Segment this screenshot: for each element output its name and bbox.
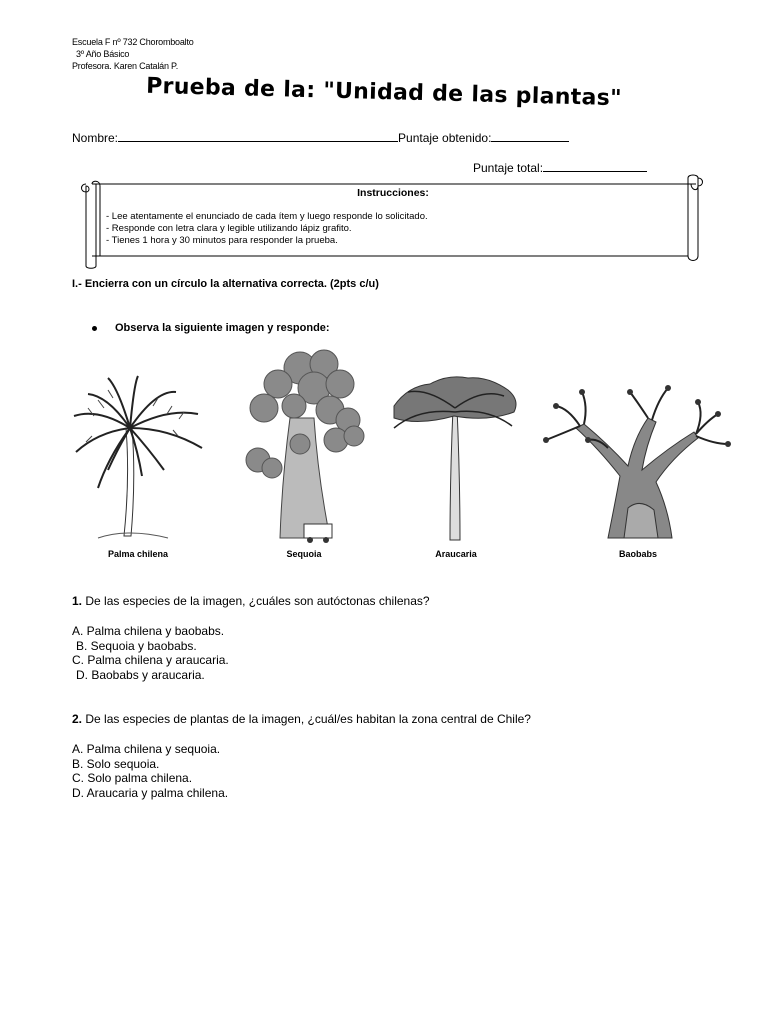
answer-option[interactable]: B. Sequoia y baobabs. bbox=[76, 639, 197, 653]
answer-option[interactable]: D. Baobabs y araucaria. bbox=[76, 668, 205, 682]
answer-option[interactable]: A. Palma chilena y baobabs. bbox=[72, 624, 225, 638]
name-input-line[interactable] bbox=[118, 130, 398, 142]
name-label: Nombre: bbox=[72, 131, 119, 145]
name-field-row bbox=[72, 130, 569, 145]
instruction-item: - Responde con letra clara y legible utilizando lápiz grafito. bbox=[106, 223, 352, 234]
question-2 bbox=[72, 712, 531, 726]
tree-label-sequoia: Sequoia bbox=[286, 549, 322, 559]
tree-label-palma: Palma chilena bbox=[107, 549, 169, 559]
answer-option[interactable]: A. Palma chilena y sequoia. bbox=[72, 742, 221, 756]
score-label: Puntaje obtenido: bbox=[398, 131, 492, 145]
baobab-tree-image bbox=[543, 385, 731, 538]
page-title: Prueba de la: "Unidad de las plantas" bbox=[145, 73, 623, 112]
grade-level: 3º Año Básico bbox=[76, 49, 130, 59]
answer-option[interactable]: C. Palma chilena y araucaria. bbox=[72, 653, 229, 667]
teacher-name: Profesora. Karen Catalán P. bbox=[72, 61, 179, 71]
instruction-item: - Tienes 1 hora y 30 minutos para responder la prueba. bbox=[106, 235, 338, 246]
answer-option[interactable]: C. Solo palma chilena. bbox=[72, 771, 193, 785]
question-text: De las especies de la imagen, ¿cuáles son autóctonas chilenas? bbox=[85, 594, 430, 608]
bullet-dot bbox=[92, 326, 97, 331]
question-number: 2. bbox=[72, 712, 83, 726]
trees-illustration bbox=[68, 348, 740, 548]
question-1 bbox=[72, 594, 430, 608]
instructions-title: Instrucciones: bbox=[357, 187, 429, 199]
palm-tree-image bbox=[74, 376, 202, 538]
score-input-line[interactable] bbox=[491, 130, 569, 142]
bullet-text: Observa la siguiente imagen y responde: bbox=[115, 322, 330, 334]
question-text: De las especies de plantas de la imagen, ¿cuál/es habitan la zona central de Chile? bbox=[85, 712, 531, 726]
answer-option[interactable]: D. Araucaria y palma chilena. bbox=[72, 786, 229, 800]
instruction-item: - Lee atentamente el enunciado de cada ítem y luego responde lo solicitado. bbox=[106, 211, 428, 222]
instructions-scroll bbox=[80, 170, 706, 270]
tree-label-araucaria: Araucaria bbox=[435, 549, 477, 559]
school-name: Escuela F nº 732 Choromboalto bbox=[72, 37, 194, 47]
sequoia-tree-image bbox=[246, 350, 364, 543]
bullet-instruction bbox=[92, 322, 330, 334]
total-label: Puntaje total: bbox=[473, 161, 544, 175]
answer-option[interactable]: B. Solo sequoia. bbox=[72, 757, 160, 771]
araucaria-tree-image bbox=[394, 377, 516, 540]
trees-figure bbox=[68, 348, 740, 568]
question-number: 1. bbox=[72, 594, 83, 608]
section-heading: I.- Encierra con un círculo la alternativa correcta. (2pts c/u) bbox=[72, 278, 379, 290]
tree-label-baobabs: Baobabs bbox=[618, 549, 657, 559]
